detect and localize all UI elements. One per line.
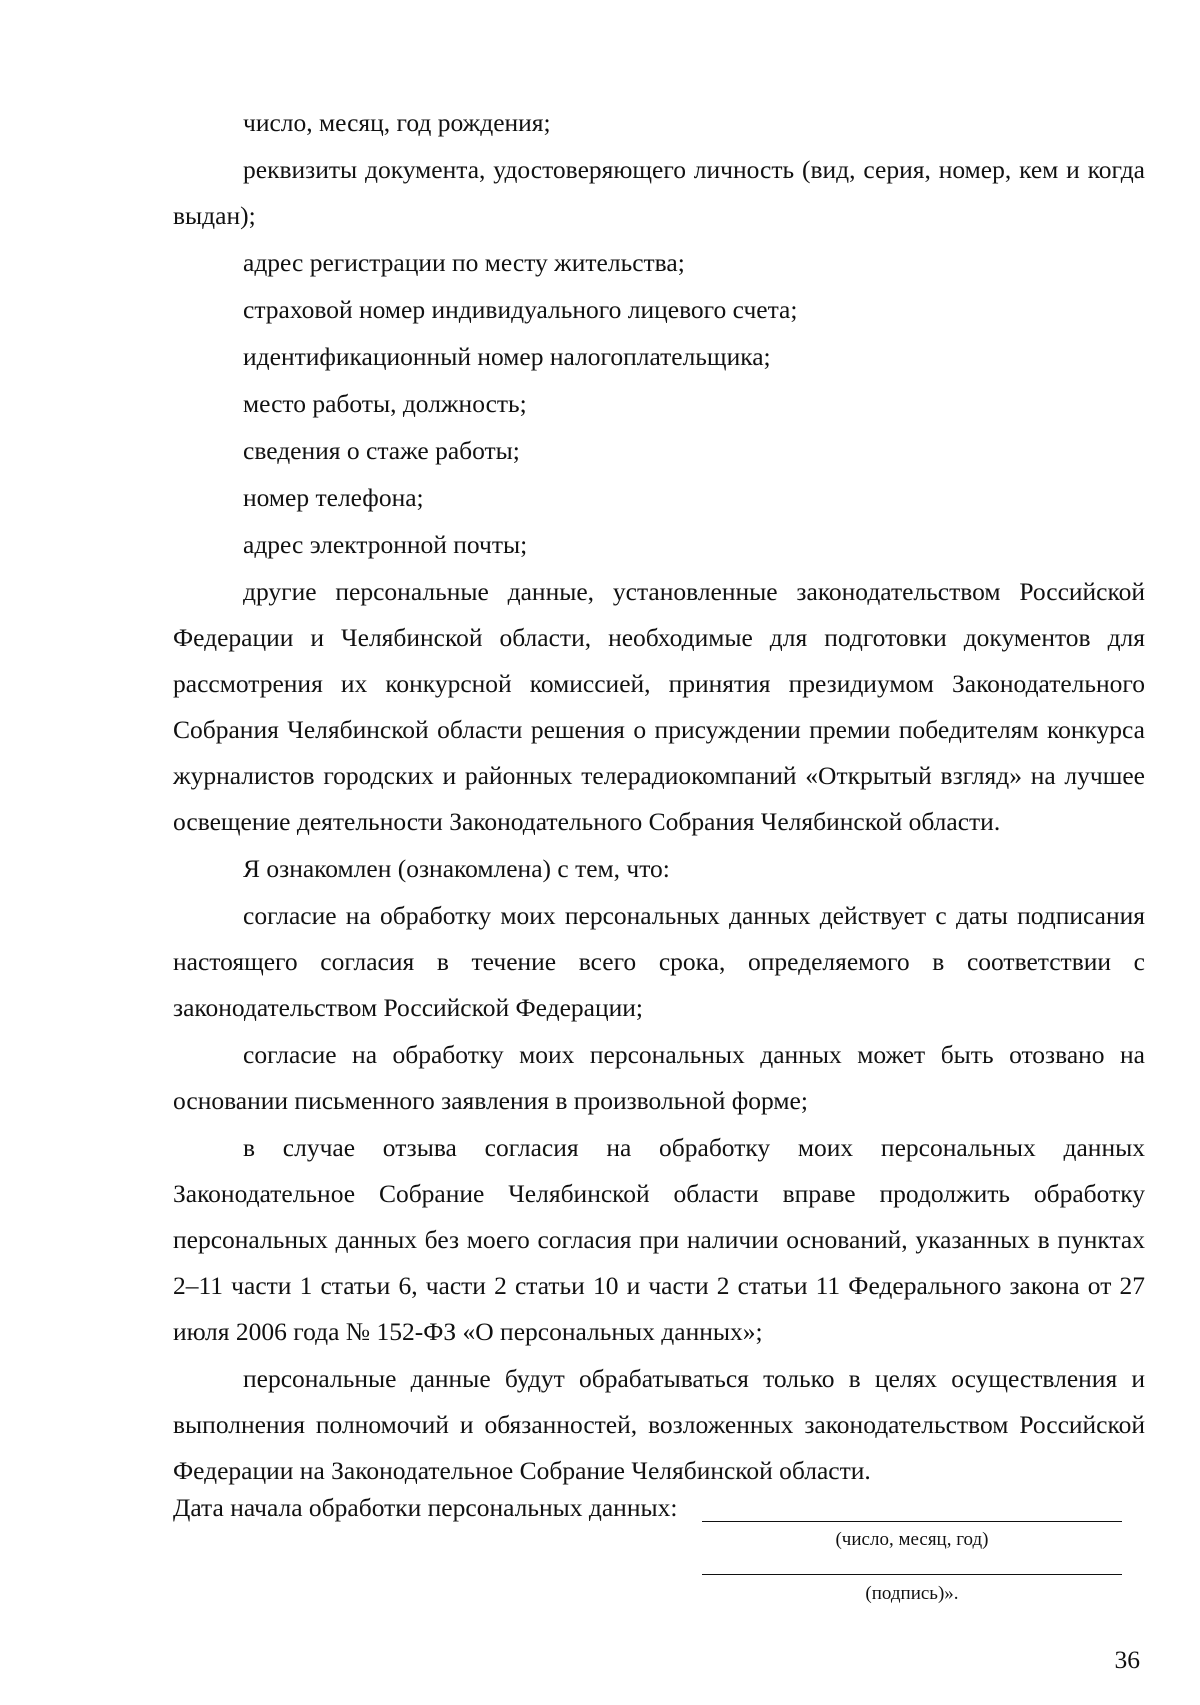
paragraph-acknowledgement: Я ознакомлен (ознакомлена) с тем, что: <box>243 854 670 883</box>
paragraph-work-experience: сведения о стаже работы; <box>243 436 520 465</box>
paragraph-registration-address: адрес регистрации по месту жительства; <box>243 248 685 277</box>
paragraph-consent-revocation: согласие на обработку моих персональных данных может быть отозвано на основании письменного заявления в произвольной форме; <box>173 1040 1145 1115</box>
signature-caption: (подпись)». <box>865 1583 959 1604</box>
date-blank-line <box>702 1521 1122 1522</box>
paragraph-revocation-consequences: в случае отзыва согласия на обработку моих персональных данных Законодательное Собрание Челябинской области вправе продолжить обработку персональных данных без моего согласия при наличии оснований, указанных в пунктах 2–11 части 1 статьи 6, части 2 статьи 10 и части 2 статьи 11 Федерального закона от 27 июля 2006 года № 152-ФЗ «О персональных данных»; <box>173 1133 1145 1346</box>
processing-start-date-label: Дата начала обработки персональных данных: <box>173 1493 678 1522</box>
paragraph-email: адрес электронной почты; <box>243 530 528 559</box>
paragraph-birth-date: число, месяц, год рождения; <box>243 108 551 137</box>
paragraph-consent-duration: согласие на обработку моих персональных данных действует с даты подписания настоящего согласия в течение всего срока, определяемого в соответствии с законодательством Российской Федерации; <box>173 901 1145 1022</box>
date-caption: (число, месяц, год) <box>835 1529 989 1550</box>
paragraph-insurance-number: страховой номер индивидуального лицевого счета; <box>243 295 798 324</box>
paragraph-id-document: реквизиты документа, удостоверяющего личность (вид, серия, номер, кем и когда выдан); <box>173 155 1145 230</box>
signature-blank-line <box>702 1574 1122 1575</box>
paragraph-processing-purpose: персональные данные будут обрабатываться только в целях осуществления и выполнения полномочий и обязанностей, возложенных законодательством Российской Федерации на Законодательное Собрание Челябинской области. <box>173 1364 1145 1485</box>
paragraph-other-data: другие персональные данные, установленные законодательством Российской Федерации и Челябинской области, необходимые для подготовки документов для рассмотрения их конкурсной комиссией, принятия президиумом Законодательного Собрания Челябинской области решения о присуждении премии победителям конкурса журналистов городских и районных телерадиокомпаний «Открытый взгляд» на лучшее освещение деятельности Законодательного Собрания Челябинской области. <box>173 577 1145 836</box>
paragraph-taxpayer-id: идентификационный номер налогоплательщика; <box>243 342 771 371</box>
page-number: 36 <box>1114 1645 1140 1674</box>
paragraph-phone: номер телефона; <box>243 483 424 512</box>
paragraph-workplace: место работы, должность; <box>243 389 527 418</box>
consent-body <box>173 100 1145 1495</box>
